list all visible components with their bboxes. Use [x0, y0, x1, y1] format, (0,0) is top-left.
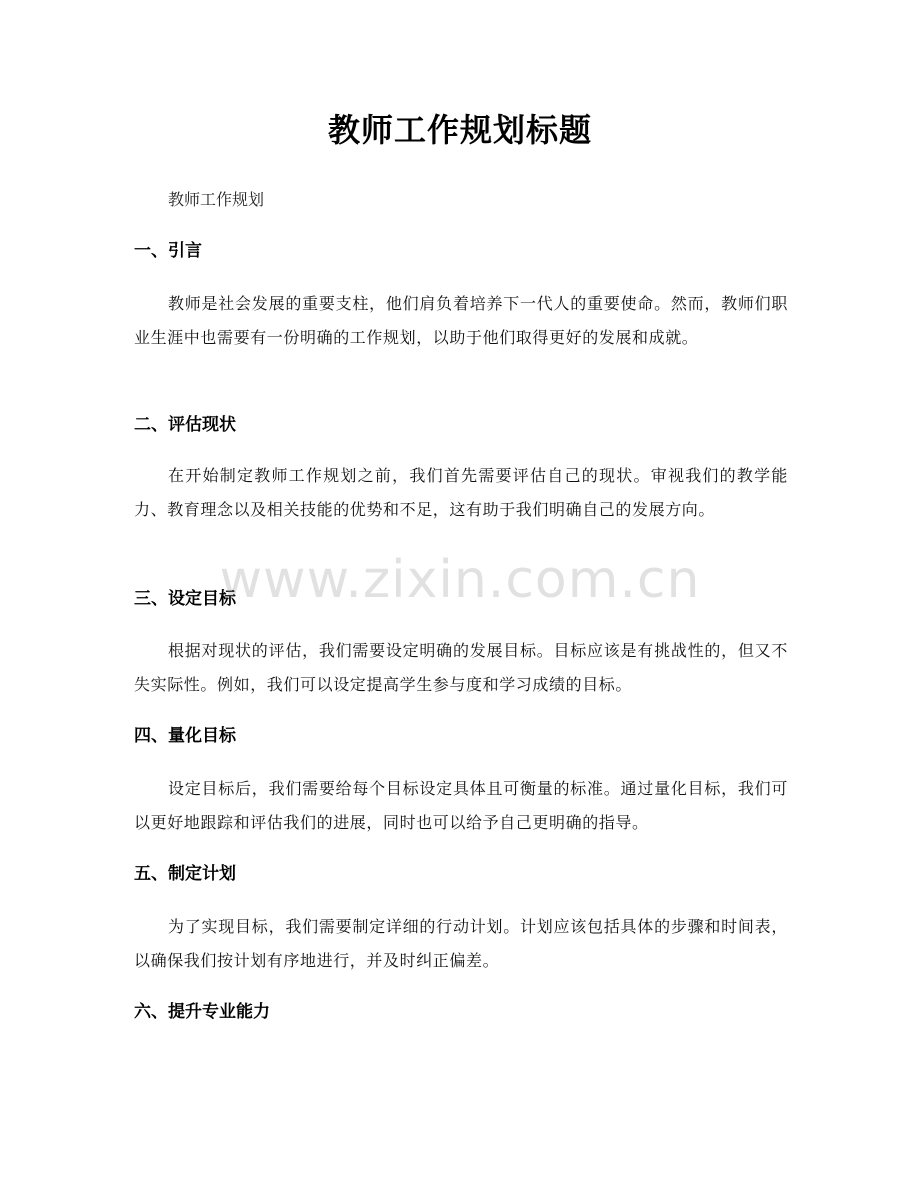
section-body-make-plan: 为了实现目标，我们需要制定详细的行动计划。计划应该包括具体的步骤和时间表，以确保我们按计划有序地进行，并及时纠正偏差。	[134, 917, 788, 970]
watermark: www.zixin.com.cn	[219, 550, 701, 610]
section-heading-improve-skills: 六、提升专业能力	[134, 1002, 270, 1022]
section-body-set-goals: 根据对现状的评估，我们需要设定明确的发展目标。目标应该是有挑战性的，但又不失实际性。例如，我们可以设定提高学生参与度和学习成绩的目标。	[134, 641, 788, 694]
section-heading-assess-status: 二、评估现状	[134, 415, 236, 435]
document-subtitle: 教师工作规划	[168, 190, 265, 209]
section-body-quantify-goals: 设定目标后，我们需要给每个目标设定具体且可衡量的标准。通过量化目标，我们可以更好地跟踪和评估我们的进展，同时也可以给予自己更明确的指导。	[134, 779, 788, 832]
section-body-assess-status: 在开始制定教师工作规划之前，我们首先需要评估自己的现状。审视我们的教学能力、教育理念以及相关技能的优势和不足，这有助于我们明确自己的发展方向。	[134, 466, 788, 519]
section-body-introduction: 教师是社会发展的重要支柱，他们肩负着培养下一代人的重要使命。然而，教师们职业生涯中也需要有一份明确的工作规划，以助于他们取得更好的发展和成就。	[134, 294, 788, 347]
section-heading-make-plan: 五、制定计划	[134, 864, 236, 884]
section-heading-quantify-goals: 四、量化目标	[134, 726, 236, 746]
document-title: 教师工作规划标题	[327, 111, 592, 149]
section-heading-set-goals: 三、设定目标	[134, 589, 236, 609]
section-heading-introduction: 一、引言	[134, 241, 202, 261]
